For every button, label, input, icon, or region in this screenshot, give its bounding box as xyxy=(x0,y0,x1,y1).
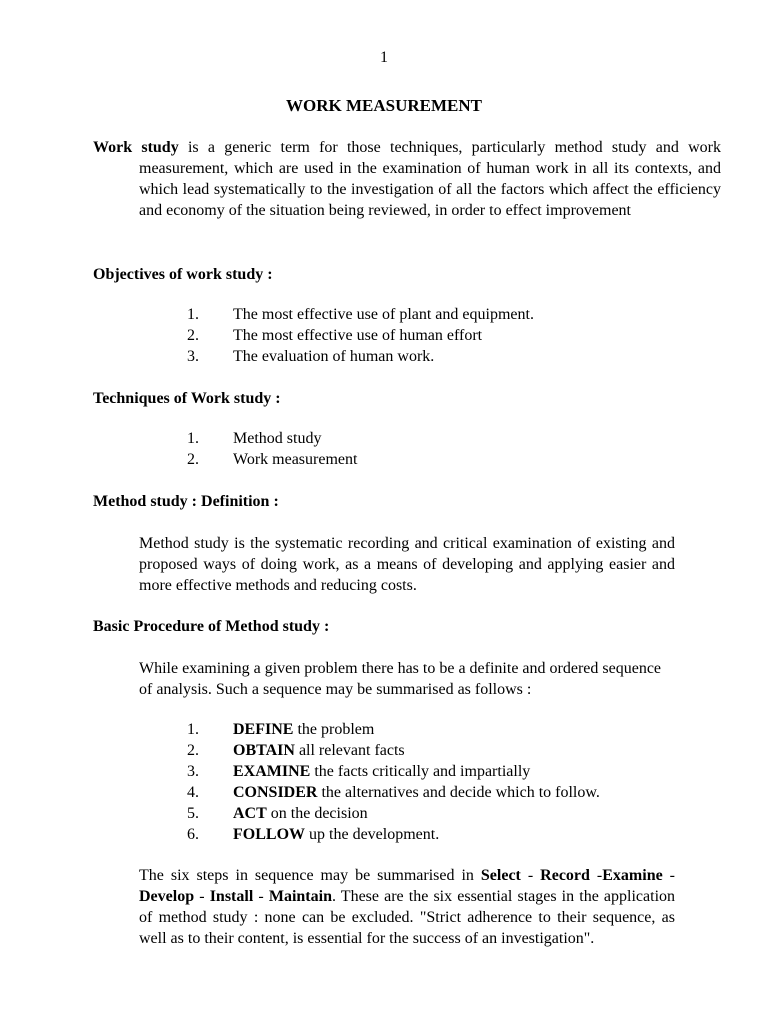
definition-paragraph: Method study is the systematic recording and critical examination of existing and proposed ways of doing work, as a means of developing and applying easier and more effective methods and reducing costs. xyxy=(139,535,675,594)
list-item xyxy=(187,325,667,346)
list-item xyxy=(187,449,667,470)
step-keyword: EXAMINE xyxy=(233,763,311,780)
list-item-number: 1. xyxy=(187,430,199,447)
stage-record: Record xyxy=(540,867,590,884)
list-item-text: the problem xyxy=(293,721,375,738)
procedure-intro: While examining a given problem there has to be a definite and ordered sequence of analysis. Such a sequence may be summarised as follows : xyxy=(139,660,662,698)
list-item-text: on the decision xyxy=(266,805,368,822)
list-item-text: Method study xyxy=(233,430,322,447)
list-item xyxy=(187,761,667,782)
intro-paragraph xyxy=(93,137,721,221)
list-item xyxy=(187,346,667,367)
step-keyword: OBTAIN xyxy=(233,742,295,759)
list-item-number: 6. xyxy=(187,826,199,843)
techniques-heading: Techniques of Work study : xyxy=(93,390,281,407)
list-item xyxy=(187,803,667,824)
list-item xyxy=(187,824,667,845)
list-item-number: 2. xyxy=(187,742,199,759)
summary-text: . These are the six essential stages in the application of method study : none can be excluded. "Strict adherence to their sequence, as well as to their content, is essential for the success of an investigation". xyxy=(139,888,676,947)
list-item xyxy=(187,304,667,325)
page-title: WORK MEASUREMENT xyxy=(286,96,482,115)
objectives-heading: Objectives of work study : xyxy=(93,266,273,283)
step-keyword: CONSIDER xyxy=(233,784,318,801)
list-item-text: The most effective use of plant and equipment. xyxy=(233,306,534,323)
step-keyword: ACT xyxy=(233,805,267,822)
stage-examine: Examine xyxy=(602,867,663,884)
list-item-text: the alternatives and decide which to follow. xyxy=(317,784,600,801)
list-item xyxy=(187,719,667,740)
list-item-text: The evaluation of human work. xyxy=(233,348,435,365)
list-item-number: 3. xyxy=(187,348,199,365)
page-number: 1 xyxy=(380,49,388,66)
list-item-number: 1. xyxy=(187,721,199,738)
list-item-number: 4. xyxy=(187,784,199,801)
list-item-text: the facts critically and impartially xyxy=(310,763,531,780)
list-item-text: up the development. xyxy=(305,826,440,843)
list-item xyxy=(187,428,667,449)
summary-paragraph xyxy=(139,865,675,949)
separator: - xyxy=(589,867,603,884)
list-item-text: all relevant facts xyxy=(294,742,405,759)
list-item xyxy=(187,782,667,803)
stage-develop: Develop xyxy=(139,888,195,905)
separator: - xyxy=(520,867,541,884)
list-item-number: 3. xyxy=(187,763,199,780)
separator: - xyxy=(662,867,676,884)
list-item-number: 2. xyxy=(187,327,199,344)
intro-text: is a generic term for those techniques, particularly method study and work measurement, which are used in the examination of human work in all its contexts, and which lead systematically to the investigation of all the factors which affect the efficiency and economy of the situation being reviewed, in order to effect improvement xyxy=(139,139,722,219)
objectives-list xyxy=(187,304,667,367)
list-item-text: Work measurement xyxy=(233,451,358,468)
techniques-list xyxy=(187,428,667,470)
stage-maintain: Maintain xyxy=(268,888,332,905)
list-item xyxy=(187,740,667,761)
list-item-number: 2. xyxy=(187,451,199,468)
step-keyword: FOLLOW xyxy=(233,826,306,843)
stage-select: Select xyxy=(480,867,521,884)
step-keyword: DEFINE xyxy=(233,721,294,738)
procedure-steps xyxy=(187,719,667,845)
list-item-number: 1. xyxy=(187,306,199,323)
separator: - xyxy=(194,888,210,905)
definition-heading: Method study : Definition : xyxy=(93,493,279,510)
procedure-heading: Basic Procedure of Method study : xyxy=(93,618,330,635)
list-item-text: The most effective use of human effort xyxy=(233,327,483,344)
stage-install: Install xyxy=(209,888,254,905)
separator: - xyxy=(253,888,269,905)
summary-text: The six steps in sequence may be summarised in xyxy=(139,867,481,884)
list-item-number: 5. xyxy=(187,805,199,822)
intro-term: Work study xyxy=(93,139,179,156)
